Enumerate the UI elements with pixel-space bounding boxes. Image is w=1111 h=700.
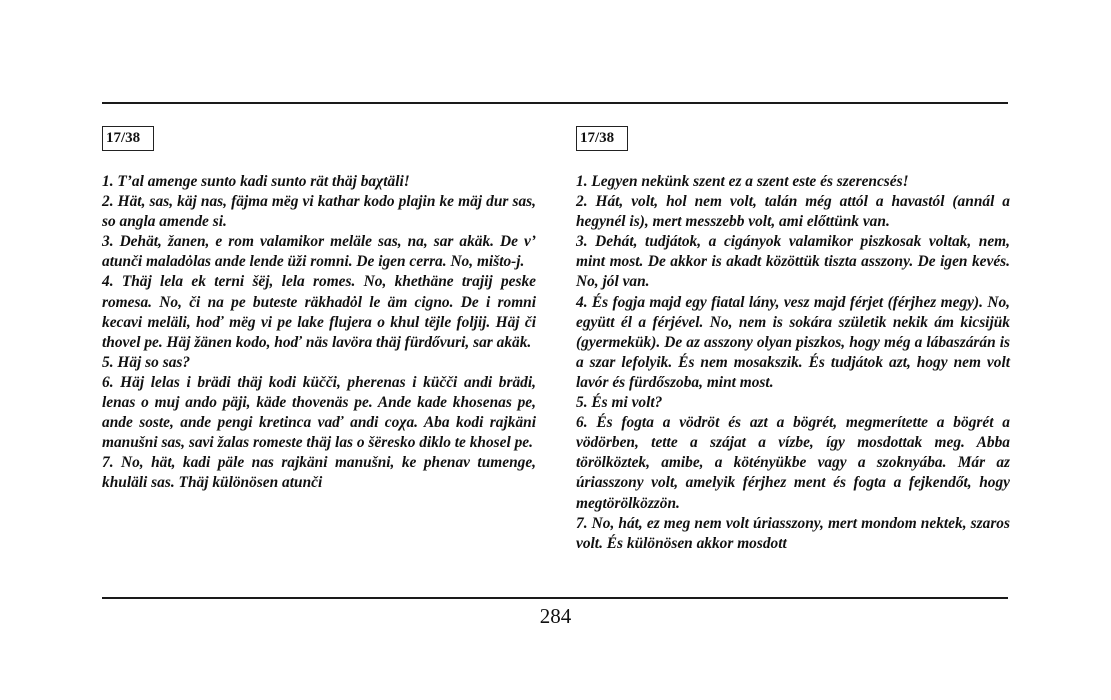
section-badge: 17/38 [576, 126, 628, 151]
paragraph-2: 2. Hát, volt, hol nem volt, talán még attól a havastól (annál a hegynél is), mert messzebb volt, ami előttünk van. [576, 193, 1010, 231]
paragraph-1: 1. T’al amenge sunto kadi sunto rät thäj baχtäli! [102, 173, 410, 190]
paragraph-5: 5. Häj so sas? [102, 353, 191, 371]
paragraph-3: 3. Dehät, žanen, e rom valamikor meläle sas, na, sar akäk. De v’ atunči maladȯlas ande lende üži romni. De igen cerra. No, mišto-j. [102, 233, 536, 271]
paragraph-3: 3. Dehát, tudjátok, a cigányok valamikor piszkosak voltak, nem, mint most. De akkor is akadt közöttük tiszta asszony. De igen kevés. No, jól van. [576, 233, 1010, 291]
page-number: 284 [539, 604, 572, 628]
romani-text [102, 172, 536, 494]
paragraph-1: 1. Legyen nekünk szent ez a szent este és szerencsés! [576, 173, 909, 190]
paragraph-6: 6. És fogta a vödröt és azt a bögrét, megmerítette a bögrét a vödörben, tette a szájat a vízbe, így mosdottak meg. Abba törölköztek, amibe, a kötényükbe vagy a szoknyába. Már az úriasszony volt, amelyik férjhez ment és fogta a fejkendőt, hogy megtörölközzön. [576, 414, 1010, 512]
bottom-rule [102, 597, 1008, 599]
paragraph-6: 6. Häj lelas i brädi thäj kodi küčči, pherenas i küčči andi brädi, lenas o muj ando päji, käde thovenäs pe. Ande kade khosenas pe, ande soste, ande pengi kretinca vaď andi coχa. Aba kodi rajkäni manušni sas, savi žalas romeste thäj las o šëresko diklo te khosel pe. [102, 373, 536, 452]
section-badge: 17/38 [102, 126, 154, 151]
hungarian-column [576, 126, 1010, 554]
paragraph-7: 7. No, hát, ez meg nem volt úriasszony, mert mondom nektek, szaros volt. És különösen akkor mosdott [576, 514, 1010, 552]
romani-column [102, 126, 536, 494]
paragraph-4: 4. Thäj lela ek terni šëj, lela romes. No, khethäne trajij peske romesa. No, či na pe buteste räkhadȯl le äm cigno. De i romni kecavi meläli, hoď mëg vi pe lake flujera o khul tëjle foljij. Häj či thovel pe. Häj žänen kodo, hoď näs lavöra thäj fürdővuri, sar akäk. [102, 273, 536, 351]
hungarian-text [576, 172, 1010, 554]
paragraph-4: 4. És fogja majd egy fiatal lány, vesz majd férjet (férjhez megy). No, együtt él a férjével. No, nem is sokára születik nekik ám kicsijük (gyermekük). De az asszony olyan piszkos, hogy még a lábaszárán is a szar lefolyik. És nem mosakszik. És tudjátok azt, hogy nem volt lavór és fürdőszoba, mint most. [576, 293, 1010, 391]
paragraph-7: 7. No, hät, kadi päle nas rajkäni manušni, ke phenav tumenge, khuläli sas. Thäj különösen atunči [102, 454, 536, 492]
paragraph-2: 2. Hät, sas, käj nas, fäjma mëg vi kathar kodo plajin ke mäj dur sas, so angla amende si. [102, 193, 536, 231]
paragraph-5: 5. És mi volt? [576, 394, 663, 412]
top-rule [102, 102, 1008, 104]
